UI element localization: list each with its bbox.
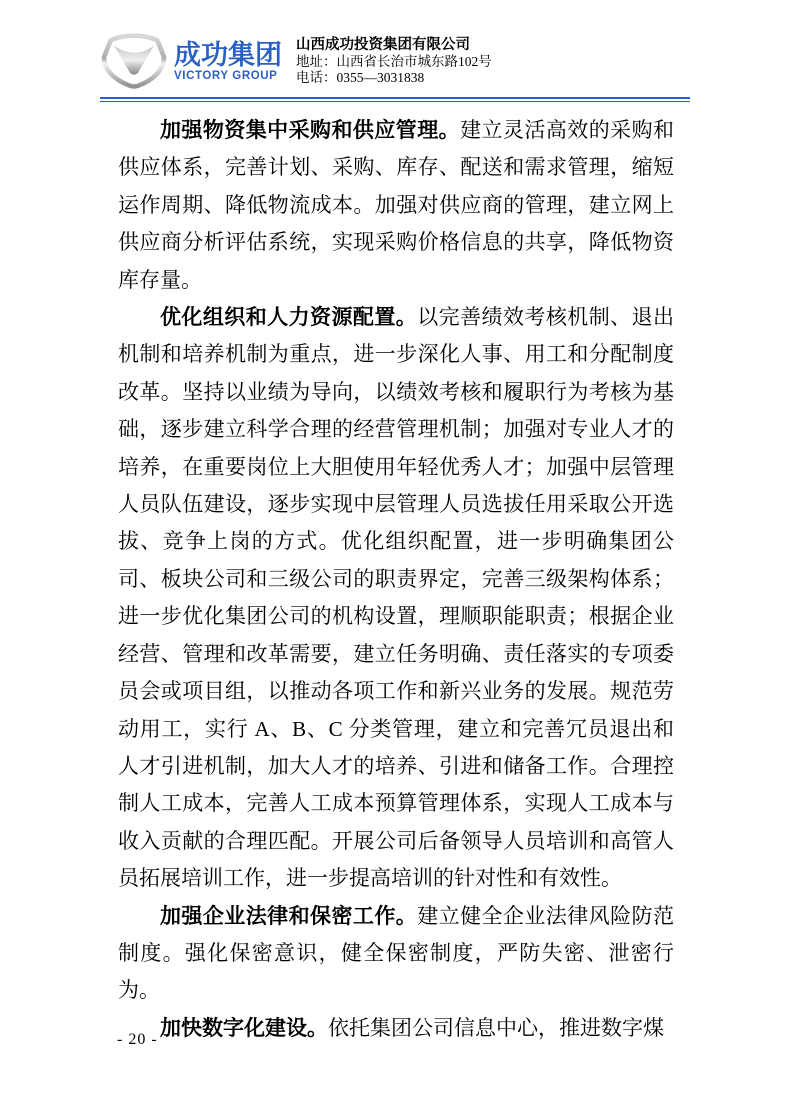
victory-group-logo-icon bbox=[100, 33, 168, 89]
paragraph-lead: 加快数字化建设。 bbox=[160, 1015, 328, 1040]
company-phone: 电话：0355—3031838 bbox=[296, 69, 425, 85]
paragraph-lead: 加强物资集中采购和供应管理。 bbox=[160, 118, 461, 142]
company-name: 山西成功投资集团有限公司 bbox=[296, 36, 470, 53]
brand-name-cn: 成功集团 bbox=[174, 39, 282, 70]
paragraph-lead: 加强企业法律和保密工作。 bbox=[160, 903, 418, 928]
paragraph bbox=[118, 299, 674, 898]
paragraph-lead: 优化组织和人力资源配置。 bbox=[160, 305, 418, 330]
paragraph-text: 以完善绩效考核机制、退出机制和培养机制为重点，进一步深化人事、用工和分配制度改革。坚持以业绩为导向，以绩效考核和履职行为考核为基础，逐步建立科学合理的经营管理机制；加强对专业人才的培养，在重要岗位上大胆使用年轻优秀人才；加强中层管理人员队伍建设，逐步实现中层管理人员选拔任用采取公开选拔、竞争上岗的方式。优化组织配置，进一步明确集团公司、板块公司和三级公司的职责界定，完善三级架构体系；进一步优化集团公司的机构设置，理顺职能职责；根据企业经营、管理和改革需要，建立任务明确、责任落实的专项委员会或项目组，以推动各项工作和新兴业务的发展。规范劳动用工，实行 A、B、C 分类管理，建立和完善冗员退出和人才引进机制，加大人才的培养、引进和储备工作。合理控制人工成本，完善人工成本预算管理体系，实现人工成本与收入贡献的合理匹配。开展公司后备领导人员培训和高管人员拓展培训工作，进一步提高培训的针对性和有效性。 bbox=[118, 305, 675, 891]
paragraph bbox=[118, 1010, 674, 1047]
company-address: 地址：山西省长治市城东路102号 bbox=[296, 53, 492, 69]
brand-block bbox=[174, 41, 282, 82]
paragraph bbox=[118, 112, 674, 299]
brand-name-en: VICTORY GROUP bbox=[174, 69, 278, 82]
letterhead bbox=[100, 30, 690, 92]
paragraph-text: 建立灵活高效的采购和供应体系，完善计划、采购、库存、配送和需求管理，缩短运作周期、降低物流成本。加强对供应商的管理，建立网上供应商分析评估系统，实现采购价格信息的共享，降低物资库存量。 bbox=[118, 118, 675, 292]
letterhead-divider bbox=[100, 97, 690, 102]
paragraph-text: 建立健全企业法律风险防范制度。强化保密意识，健全保密制度，严防失密、泄密行为。 bbox=[118, 903, 675, 1003]
company-info-block bbox=[296, 37, 492, 86]
paragraph bbox=[118, 898, 674, 1010]
document-body bbox=[118, 112, 674, 1047]
page-number: - 20 - bbox=[117, 1031, 158, 1048]
paragraph-text: 依托集团公司信息中心，推进数字煤 bbox=[328, 1015, 664, 1040]
